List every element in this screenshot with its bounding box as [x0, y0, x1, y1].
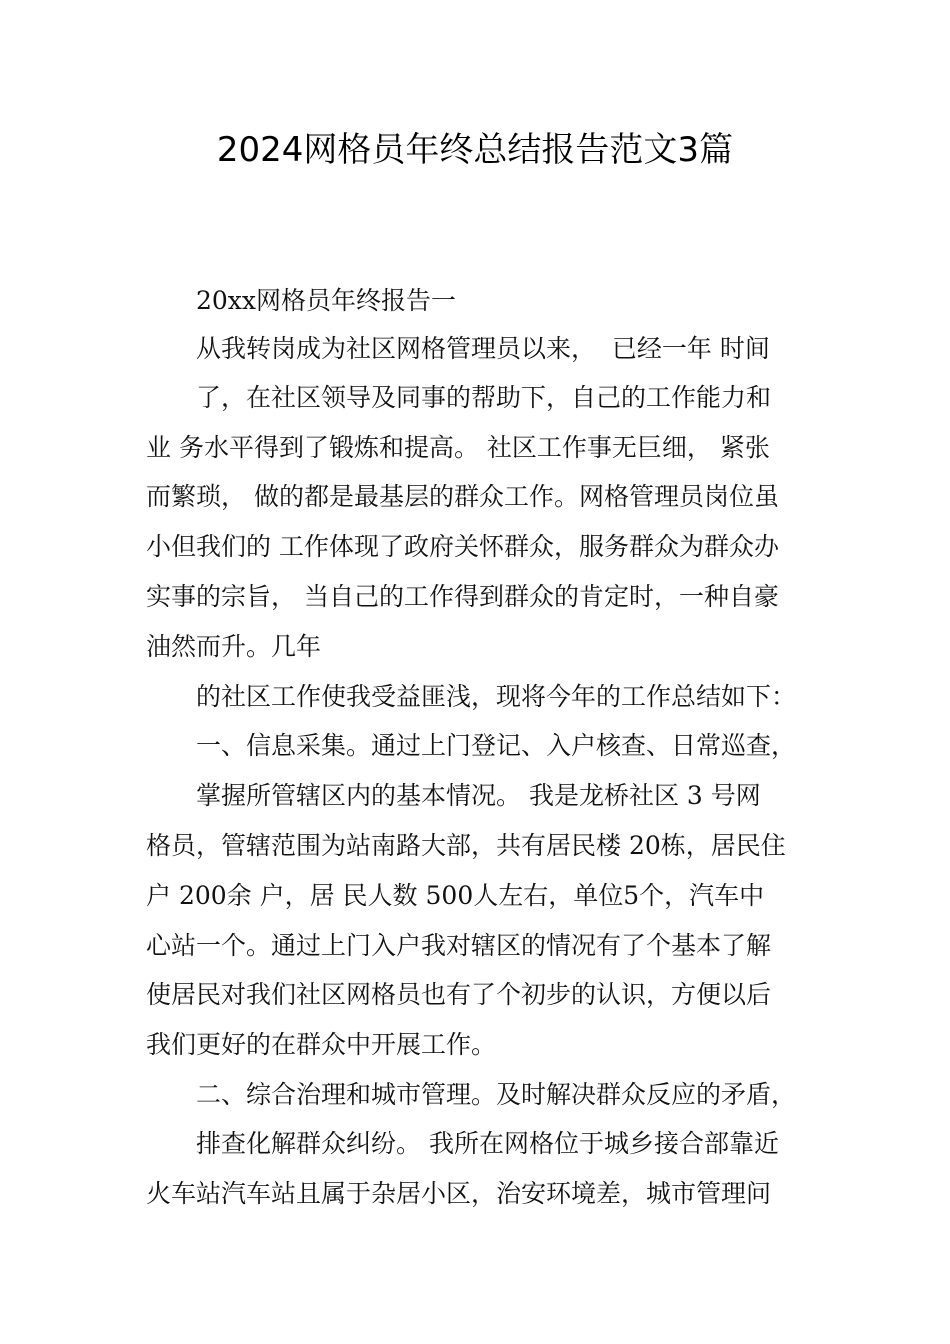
paragraph-line: 二、综合治理和城市管理。及时解决群众反应的矛盾，	[196, 1080, 797, 1109]
paragraph-line: 小但我们的 工作体现了政府关怀群众，服务群众为群众办	[146, 532, 779, 561]
paragraph-line: 排查化解群众纠纷。 我所在网格位于城乡接合部靠近	[196, 1129, 779, 1158]
section-heading: 20xx网格员年终报告一	[196, 286, 457, 315]
paragraph-line: 使居民对我们社区网格员也有了个初步的认识，方便以后	[146, 980, 772, 1009]
paragraph-line: 火车站汽车站且属于杂居小区，治安环境差，城市管理问	[146, 1179, 772, 1208]
paragraph-line: 一、信息采集。通过上门登记、入户核查、日常巡查，	[196, 731, 797, 760]
paragraph-line: 我们更好的在群众中开展工作。	[146, 1030, 497, 1059]
paragraph-line: 油然而升。几年	[146, 632, 322, 661]
paragraph-line: 心站一个。通过上门入户我对辖区的情况有了个基本了解	[146, 931, 772, 960]
paragraph-line: 而繁琐， 做的都是最基层的群众工作。网格管理员岗位虽	[146, 482, 779, 511]
paragraph-line: 实事的宗旨， 当自己的工作得到群众的肯定时，一种自豪	[146, 582, 779, 611]
paragraph-line: 的社区工作使我受益匪浅，现将今年的工作总结如下：	[196, 682, 797, 711]
paragraph-line: 业 务水平得到了锻炼和提高。 社区工作事无巨细， 紧张	[146, 433, 770, 462]
paragraph-line: 从我转岗成为社区网格管理员以来， 已经一年 时间	[196, 334, 770, 363]
paragraph-line: 户 200余 户，居 民人数 500人左右，单位5个，汽车中	[146, 881, 765, 910]
document-title: 2024网格员年终总结报告范文3篇	[216, 130, 734, 170]
paragraph-line: 了，在社区领导及同事的帮助下，自己的工作能力和	[196, 383, 772, 412]
paragraph-line: 掌握所管辖区内的基本情况。 我是龙桥社区 3 号网	[196, 781, 761, 810]
paragraph-line: 格员，管辖范围为站南路大部，共有居民楼 20栋，居民住	[146, 831, 786, 860]
